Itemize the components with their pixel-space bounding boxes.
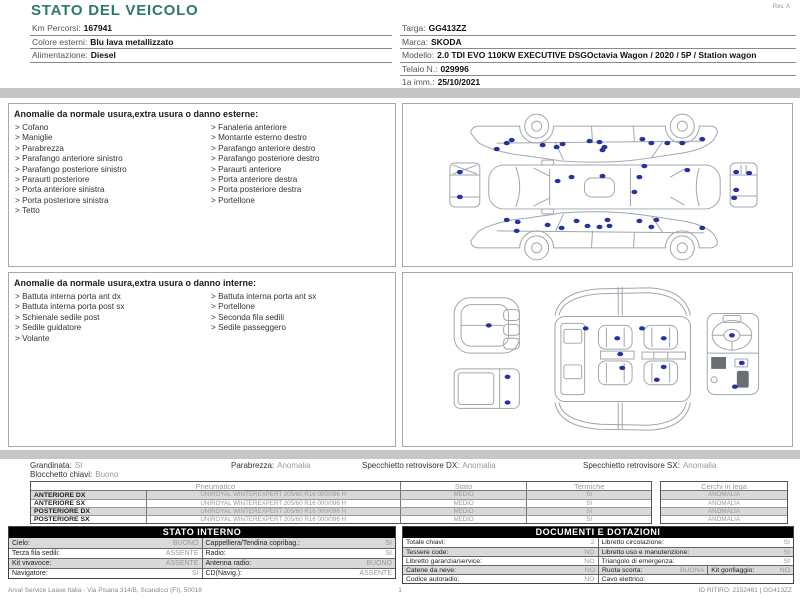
exterior-anomalies-panel (8, 103, 396, 267)
info-label: Telaio N.: (402, 63, 438, 74)
tyre-winter-flag: SI (526, 491, 651, 499)
tyre-position: ANTERIORE DX (34, 491, 86, 499)
footer-company: Arval Service Lease Italia - Via Pisana 314/B, Scandicci (FI), 50018 (8, 587, 202, 594)
tyre-table-header (31, 482, 651, 491)
anomaly-item: > Sedile passeggero (211, 323, 393, 333)
interior-damage-markers (486, 323, 745, 404)
tyre-condition: MEDIO (400, 508, 527, 515)
status-value: Anomalia (462, 461, 496, 470)
tyre-winter-flag: SI (526, 516, 651, 523)
field-value: NO (584, 575, 595, 583)
interior-anomalies-panel (8, 272, 396, 447)
info-label: Colore esterni: (32, 36, 88, 47)
field-label: Libretto circolazione: (601, 539, 664, 546)
status-label: Blocchetto chiavi: (30, 470, 93, 479)
documenti-cell (403, 548, 598, 556)
field-value: BUONA (680, 566, 705, 574)
field-value: NO (584, 566, 595, 574)
info-label: Alimentazione: (32, 50, 88, 60)
stato-interno-table (8, 526, 396, 579)
info-label: Modello: (402, 50, 435, 60)
anomaly-item: > Battuta interna porta post sx (15, 302, 211, 312)
anomaly-item: > Portellone (211, 196, 393, 206)
documenti-title: DOCUMENTI E DOTAZIONI (403, 527, 793, 538)
status-value: SI (74, 461, 83, 470)
info-value: GG413ZZ (428, 23, 467, 33)
field-label: Antenna radio: (205, 560, 252, 567)
status-blocchetto-chiavi (30, 470, 118, 479)
status-value: Buono (95, 470, 119, 479)
info-row (30, 22, 392, 36)
field-label: CD(Navig.): (205, 570, 243, 577)
stato-interno-cell (202, 549, 396, 558)
footer-page-number: 1 (398, 587, 402, 594)
anomaly-item: > Porta anteriore destra (211, 175, 393, 185)
status-specchietto-sx (583, 461, 716, 470)
alloy-wheels-header: Cerchi in lega (661, 482, 787, 491)
field-label: Cavo elettrico: (601, 575, 645, 583)
anomaly-item: > Porta posteriore sinistra (15, 196, 211, 206)
info-value: 167941 (83, 23, 113, 33)
documenti-row (403, 574, 793, 583)
field-label: Totale chiavi: (406, 539, 446, 546)
info-value: 25/10/2021 (437, 77, 481, 87)
field-label: Radio: (205, 550, 226, 557)
interior-anomalies-col2 (211, 292, 393, 344)
exterior-anomalies-col2 (211, 123, 393, 217)
tyre-description: UNIROYAL WINTEREXPERT 205/60 R16 000/096 H (146, 516, 400, 523)
tyre-description: UNIROYAL WINTEREXPERT 205/60 R16 000/096 H (146, 508, 400, 515)
field-value: SI (191, 570, 199, 577)
anomaly-item: > Battuta interna porta ant sx (211, 292, 393, 302)
anomaly-item: > Fanaleria anteriore (211, 123, 393, 133)
plan-view (489, 160, 720, 214)
field-label: Kit vivavoce: (12, 560, 52, 567)
info-label: Targa: (402, 23, 426, 33)
info-value: SKODA (430, 36, 462, 47)
info-label: Km Percorsi: (32, 23, 81, 33)
field-value: 2 (590, 539, 595, 546)
status-label: Specchietto retrovisore SX: (583, 461, 680, 470)
documenti-dotazioni-table (402, 526, 794, 584)
info-row (400, 63, 796, 77)
tyre-condition: MEDIO (400, 491, 527, 499)
tyre-header-pneumatico: Pneumatico (195, 482, 236, 491)
section-divider-bar (0, 88, 800, 98)
field-value: BUONO (172, 539, 199, 547)
field-value: SI (385, 539, 392, 547)
anomaly-item: > Paraurti posteriore (15, 175, 211, 185)
tyre-table-row (31, 507, 651, 515)
stato-interno-cell (9, 549, 202, 558)
anomaly-item: > Portellone (211, 302, 393, 312)
tyre-description: UNIROYAL WINTEREXPERT 205/60 R16 000/096 H (146, 491, 400, 499)
field-label: Ruota scorta: (602, 566, 643, 574)
stato-interno-cell (9, 538, 202, 548)
page-title: STATO DEL VEICOLO (31, 2, 199, 19)
info-value: 029996 (440, 63, 469, 74)
stato-interno-cell (202, 569, 396, 578)
documenti-cell (598, 548, 794, 556)
anomaly-item: > Battuta interna porta ant dx (15, 292, 211, 302)
tyre-table-row (31, 491, 651, 499)
field-value: SI (783, 548, 790, 556)
dashboard-view (707, 314, 758, 395)
alloy-wheels-table (660, 481, 788, 524)
field-value: NO (584, 557, 595, 565)
field-value: SI (385, 550, 392, 557)
status-grandinata (30, 461, 82, 470)
anomaly-item: > Paraurti anteriore (211, 165, 393, 175)
anomaly-item: > Montante esterno destro (211, 133, 393, 143)
tyre-winter-flag: SI (526, 508, 651, 515)
anomaly-item: > Seconda fila sedili (211, 313, 393, 323)
field-value: ASSENTE (165, 560, 199, 567)
field-label: Libretto garanzia/service: (406, 557, 482, 565)
anomaly-item: > Parafango anteriore sinistro (15, 154, 211, 164)
tyre-position: POSTERIORE DX (34, 508, 90, 515)
vehicle-info-right (400, 22, 796, 90)
info-row (400, 22, 796, 36)
field-label: Catene da neve: (406, 566, 456, 574)
field-label: Cappelliera/Tendina copribag.: (205, 539, 301, 547)
info-row (30, 49, 392, 63)
anomaly-item: > Parafango anteriore destro (211, 144, 393, 154)
tyre-condition: MEDIO (400, 516, 527, 523)
anomaly-item: > Porta posteriore destra (211, 185, 393, 195)
stato-interno-cell (9, 559, 202, 568)
anomaly-item: > Volante (15, 334, 211, 344)
status-parabrezza (231, 461, 311, 470)
field-label: Triangolo di emergenza: (601, 557, 675, 565)
front-view (450, 163, 480, 207)
side-view-top (471, 114, 717, 162)
exterior-anomalies-col1 (15, 123, 211, 217)
anomaly-item: > Maniglie (15, 133, 211, 143)
info-label: Marca: (402, 36, 428, 47)
stato-interno-row (9, 568, 395, 578)
field-value: NO (584, 548, 595, 556)
info-value: 2.0 TDI EVO 110KW EXECUTIVE DSGOctavia Wagon / 2020 / 5P / Station wagon (437, 50, 757, 60)
anomaly-item: > Parabrezza (15, 144, 211, 154)
tyre-table-row (31, 515, 651, 523)
exterior-damage-diagram (402, 103, 793, 267)
field-label: Terza fila sedili: (12, 550, 60, 557)
field-value: SI (783, 539, 790, 546)
stato-interno-cell (9, 569, 202, 578)
tyre-header-stato: Stato (400, 482, 527, 490)
stato-interno-row (9, 558, 395, 568)
info-label: 1a imm.: (402, 77, 435, 87)
info-row (400, 49, 796, 63)
rear-view (730, 163, 757, 207)
alloy-wheel-status: ANOMALIA (661, 499, 787, 507)
anomaly-item: > Sedile guidatore (15, 323, 211, 333)
footer-ritiro-id: ID RITIRO: 2152461 | GG413ZZ (698, 587, 792, 594)
tyre-table-row (31, 499, 651, 507)
documenti-cell (598, 575, 794, 583)
stato-interno-row (9, 538, 395, 548)
field-label: Codice autoradio: (406, 575, 460, 583)
anomaly-item: > Porta anteriore sinistra (15, 185, 211, 195)
status-label: Parabrezza: (231, 461, 275, 470)
anomaly-item: > Parafango posteriore destro (211, 154, 393, 164)
tyre-condition: MEDIO (400, 500, 527, 507)
status-label: Grandinata: (30, 461, 72, 470)
cabin-view (555, 287, 690, 430)
documenti-cell (403, 557, 598, 565)
field-value: SI (783, 557, 790, 565)
field-value: NO (779, 566, 790, 574)
alloy-wheel-status: ANOMALIA (661, 515, 787, 523)
info-row (30, 36, 392, 50)
interior-anomalies-title: Anomalie da normale usura,extra usura o danno interne: (14, 278, 257, 288)
tyre-position: ANTERIORE SX (34, 500, 85, 507)
field-value: BUONO (366, 560, 392, 567)
status-value: Anomalia (682, 461, 717, 470)
alloy-wheel-status: ANOMALIA (661, 491, 787, 499)
info-value: Diesel (90, 50, 116, 60)
interior-damage-diagram (402, 272, 793, 447)
field-label: Navigatore: (12, 570, 48, 577)
status-value: Anomalia (277, 461, 311, 470)
field-label: Libretto uso e manutenzione: (601, 548, 690, 556)
tyre-header-termiche: Termiche (526, 482, 651, 490)
stato-interno-row (9, 548, 395, 558)
documenti-cell (403, 566, 598, 574)
section-divider-bar (0, 450, 800, 459)
revision-label: Rev. A (772, 4, 790, 10)
field-label: Tessere code: (406, 548, 449, 556)
alloy-wheel-status: ANOMALIA (661, 507, 787, 515)
documenti-row (403, 556, 793, 565)
documenti-cell (707, 566, 793, 574)
tyre-description: UNIROYAL WINTEREXPERT 205/60 R16 000/096 H (146, 500, 400, 507)
field-value: ASSENTE (165, 550, 199, 557)
anomaly-item: > Cofano (15, 123, 211, 133)
tyre-winter-flag: SI (526, 500, 651, 507)
info-value: Blu lava metallizzato (90, 36, 174, 47)
status-specchietto-dx (362, 461, 496, 470)
documenti-row (403, 547, 793, 556)
stato-interno-title: STATO INTERNO (9, 527, 395, 538)
info-row (400, 36, 796, 50)
documenti-row (403, 565, 793, 574)
stato-interno-cell (202, 538, 396, 548)
documenti-cell (598, 538, 794, 547)
field-label: Cielo: (12, 539, 30, 547)
status-label: Specchietto retrovisore DX: (362, 461, 460, 470)
field-value: ASSENTE (359, 570, 392, 577)
interior-anomalies-col1 (15, 292, 211, 344)
stato-interno-cell (202, 559, 396, 568)
tyre-table (30, 481, 652, 524)
documenti-cell (598, 557, 794, 565)
vehicle-info-left (30, 22, 392, 63)
anomaly-item: > Schienale sedile post (15, 313, 211, 323)
documenti-row (403, 538, 793, 547)
documenti-cell (403, 538, 598, 547)
documenti-cell (403, 575, 598, 583)
field-label: Kit gonfiaggio: (711, 566, 755, 574)
tyre-position: POSTERIORE SX (34, 516, 90, 523)
anomaly-item: > Parafango posteriore sinistro (15, 165, 211, 175)
anomaly-item: > Tetto (15, 206, 211, 216)
documenti-cell (598, 566, 707, 574)
exterior-anomalies-title: Anomalie da normale usura,extra usura o danno esterne: (14, 109, 259, 119)
